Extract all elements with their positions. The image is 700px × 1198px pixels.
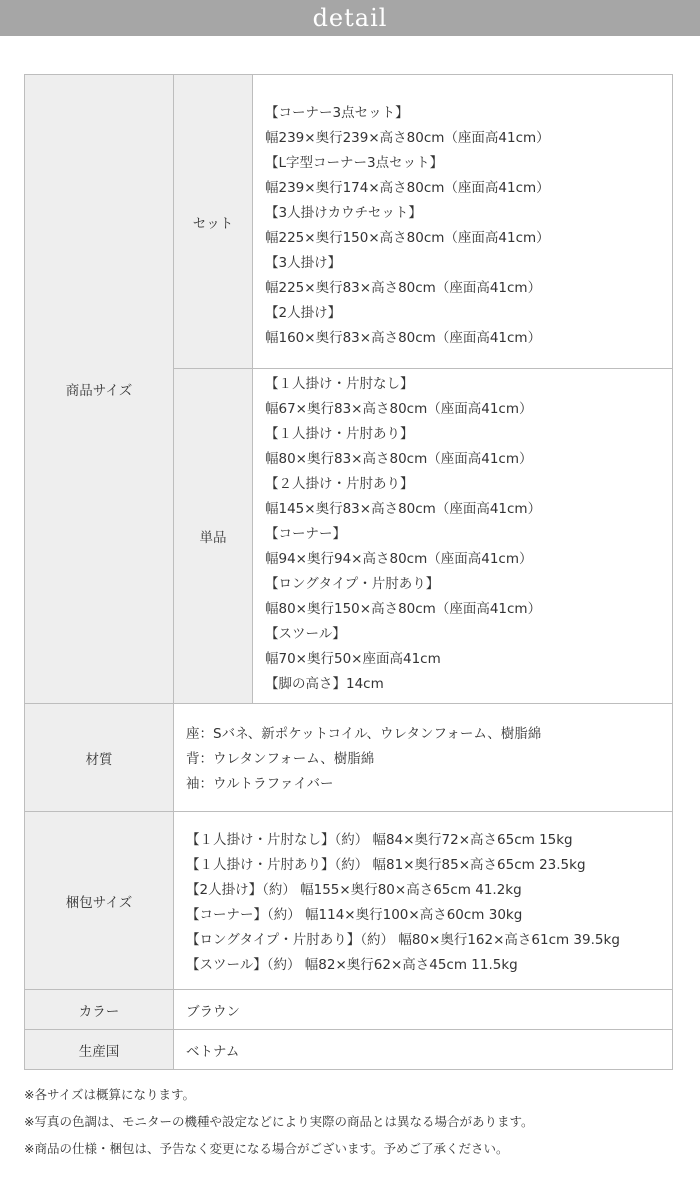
- single-label: 単品: [174, 369, 253, 704]
- origin-value: ベトナム: [174, 1030, 673, 1070]
- set-size-line: 幅239×奥行239×高さ80cm（座面高41cm）: [265, 130, 550, 146]
- set-size-line: 【3人掛けカウチセット】: [265, 205, 422, 221]
- set-label: セット: [174, 75, 253, 369]
- set-size-line: 幅225×奥行150×高さ80cm（座面高41cm）: [265, 230, 550, 246]
- single-size-line: 幅145×奥行83×高さ80cm（座面高41cm）: [265, 501, 542, 517]
- package-label: 梱包サイズ: [25, 812, 174, 990]
- spec-table: [24, 74, 673, 1070]
- single-size-line: 幅80×奥行83×高さ80cm（座面高41cm）: [265, 451, 533, 467]
- package-line: 【１人掛け・片肘なし】（約） 幅84×奥行72×高さ65cm 15kg: [186, 831, 573, 848]
- single-size-line: 幅80×奥行150×高さ80cm（座面高41cm）: [265, 601, 542, 617]
- package-line: 【スツール】（約） 幅82×奥行62×高さ45cm 11.5kg: [186, 956, 518, 973]
- notes: [24, 1085, 533, 1166]
- set-size-line: 幅239×奥行174×高さ80cm（座面高41cm）: [265, 180, 550, 196]
- package-line: 【2人掛け】（約） 幅155×奥行80×高さ65cm 41.2kg: [186, 881, 522, 898]
- package-line: 【コーナー】（約） 幅114×奥行100×高さ60cm 30kg: [186, 906, 523, 923]
- single-size-line: 【２人掛け・片肘あり】: [265, 476, 414, 492]
- single-size-line: 幅70×奥行50×座面高41cm: [265, 651, 441, 667]
- set-size-line: 幅160×奥行83×高さ80cm（座面高41cm）: [265, 330, 542, 346]
- note-line: ※各サイズは概算になります。: [24, 1087, 195, 1102]
- single-size-line: 幅67×奥行83×高さ80cm（座面高41cm）: [265, 401, 533, 417]
- material-label: 材質: [25, 704, 174, 812]
- material-line: 背：ウレタンフォーム、樹脂綿: [186, 751, 375, 767]
- package-value: [174, 812, 673, 990]
- material-line: 袖：ウルトラファイバー: [186, 776, 334, 792]
- material-value: [174, 704, 673, 812]
- package-line: 【１人掛け・片肘あり】（約） 幅81×奥行85×高さ65cm 23.5kg: [186, 856, 586, 873]
- color-value: ブラウン: [174, 990, 673, 1030]
- note-line: ※商品の仕様・梱包は、予告なく変更になる場合がございます。予めご了承ください。: [24, 1141, 509, 1156]
- material-line: 座：Sバネ、新ポケットコイル、ウレタンフォーム、樹脂綿: [186, 726, 542, 742]
- single-size-line: 【スツール】: [265, 626, 346, 642]
- single-size-line: 【１人掛け・片肘あり】: [265, 426, 414, 442]
- single-size-line: 【脚の高さ】14cm: [265, 676, 384, 692]
- set-size-line: 【L字型コーナー3点セット】: [265, 155, 444, 171]
- set-size-line: 【3人掛け】: [265, 255, 342, 271]
- set-size-line: 【コーナー3点セット】: [265, 105, 409, 121]
- detail-header: detail: [0, 0, 700, 36]
- set-sizes: [253, 75, 673, 369]
- single-size-line: 【１人掛け・片肘なし】: [265, 376, 414, 392]
- single-size-line: 幅94×奥行94×高さ80cm（座面高41cm）: [265, 551, 533, 567]
- set-size-line: 【2人掛け】: [265, 305, 342, 321]
- color-label: カラー: [25, 990, 174, 1030]
- package-line: 【ロングタイプ・片肘あり】（約） 幅80×奥行162×高さ61cm 39.5kg: [186, 931, 620, 948]
- single-sizes: [253, 369, 673, 704]
- single-size-line: 【コーナー】: [265, 526, 346, 542]
- size-label: 商品サイズ: [25, 75, 174, 704]
- single-size-line: 【ロングタイプ・片肘あり】: [265, 576, 440, 592]
- note-line: ※写真の色調は、モニターの機種や設定などにより実際の商品とは異なる場合があります。: [24, 1114, 534, 1129]
- set-size-line: 幅225×奥行83×高さ80cm（座面高41cm）: [265, 280, 542, 296]
- origin-label: 生産国: [25, 1030, 174, 1070]
